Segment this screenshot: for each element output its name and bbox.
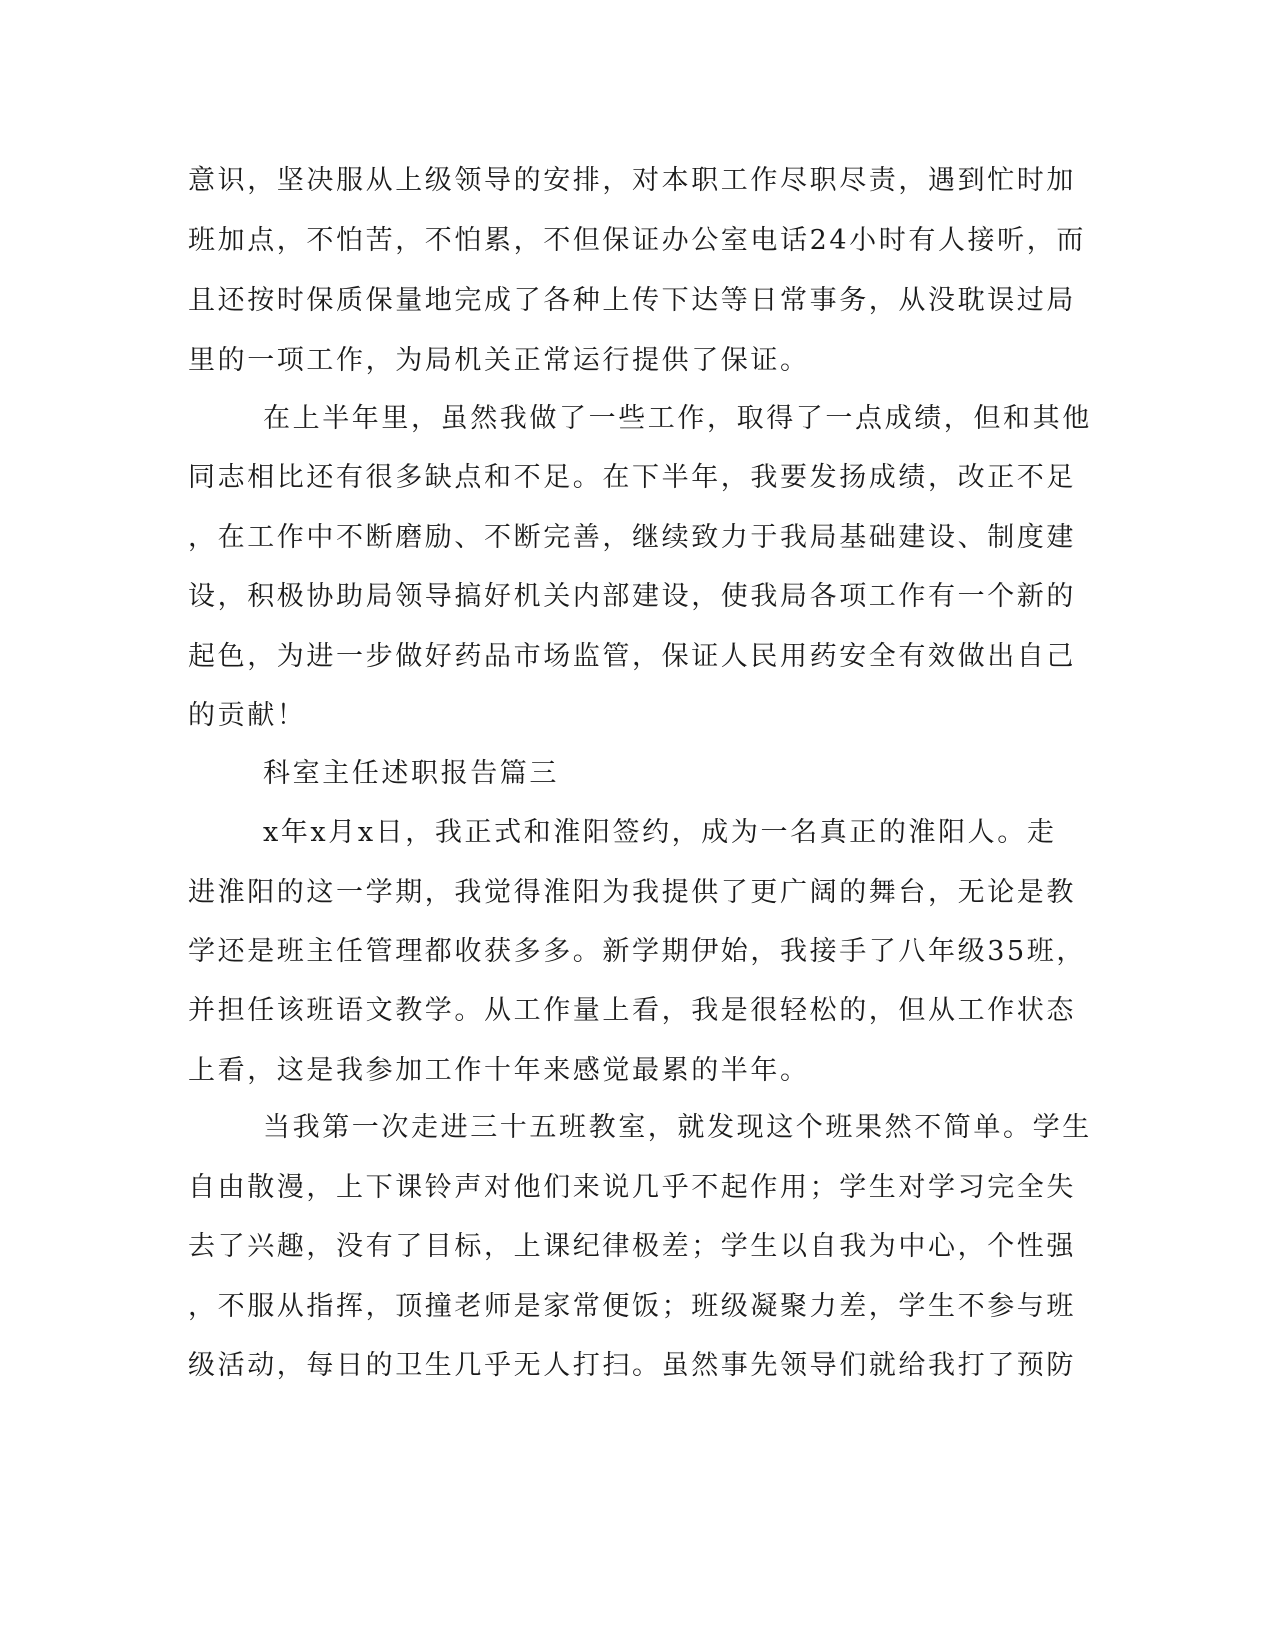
paragraph-start-line: 当我第一次走进三十五班教室，就发现这个班果然不简单。学生	[263, 1112, 1092, 1143]
text-line: 学还是班主任管理都收获多多。新学期伊始，我接手了八年级35班，	[188, 936, 1086, 967]
text-line: 班加点，不怕苦，不怕累，不但保证办公室电话24小时有人接听，而	[188, 225, 1086, 256]
text-line: 上看，这是我参加工作十年来感觉最累的半年。	[188, 1055, 810, 1086]
text-line: 设，积极协助局领导搞好机关内部建设，使我局各项工作有一个新的	[188, 581, 1076, 612]
text-line: ，在工作中不断磨励、不断完善，继续致力于我局基础建设、制度建	[188, 522, 1076, 553]
text-line: 级活动，每日的卫生几乎无人打扫。虽然事先领导们就给我打了预防	[188, 1350, 1076, 1381]
text-line: 里的一项工作，为局机关正常运行提供了保证。	[188, 345, 810, 376]
paragraph-start-line: x年x月x日，我正式和淮阳签约，成为一名真正的淮阳人。走	[263, 817, 1057, 848]
text-line: 自由散漫，上下课铃声对他们来说几乎不起作用；学生对学习完全失	[188, 1172, 1076, 1203]
text-line: 同志相比还有很多缺点和不足。在下半年，我要发扬成绩，改正不足	[188, 462, 1076, 493]
text-line: 并担任该班语文教学。从工作量上看，我是很轻松的，但从工作状态	[188, 995, 1076, 1026]
text-line: 意识，坚决服从上级领导的安排，对本职工作尽职尽责，遇到忙时加	[188, 165, 1076, 196]
paragraph-start-line: 在上半年里，虽然我做了一些工作，取得了一点成绩，但和其他	[263, 403, 1092, 434]
text-line: 进淮阳的这一学期，我觉得淮阳为我提供了更广阔的舞台，无论是教	[188, 877, 1076, 908]
text-line: ，不服从指挥，顶撞老师是家常便饭；班级凝聚力差，学生不参与班	[188, 1291, 1076, 1322]
text-line: 起色，为进一步做好药品市场监管，保证人民用药安全有效做出自己	[188, 641, 1076, 672]
text-line: 的贡献！	[188, 700, 307, 731]
section-heading: 科室主任述职报告篇三	[263, 758, 559, 789]
text-line: 去了兴趣，没有了目标，上课纪律极差；学生以自我为中心，个性强	[188, 1231, 1076, 1262]
text-line: 且还按时保质保量地完成了各种上传下达等日常事务，从没耽误过局	[188, 285, 1076, 316]
